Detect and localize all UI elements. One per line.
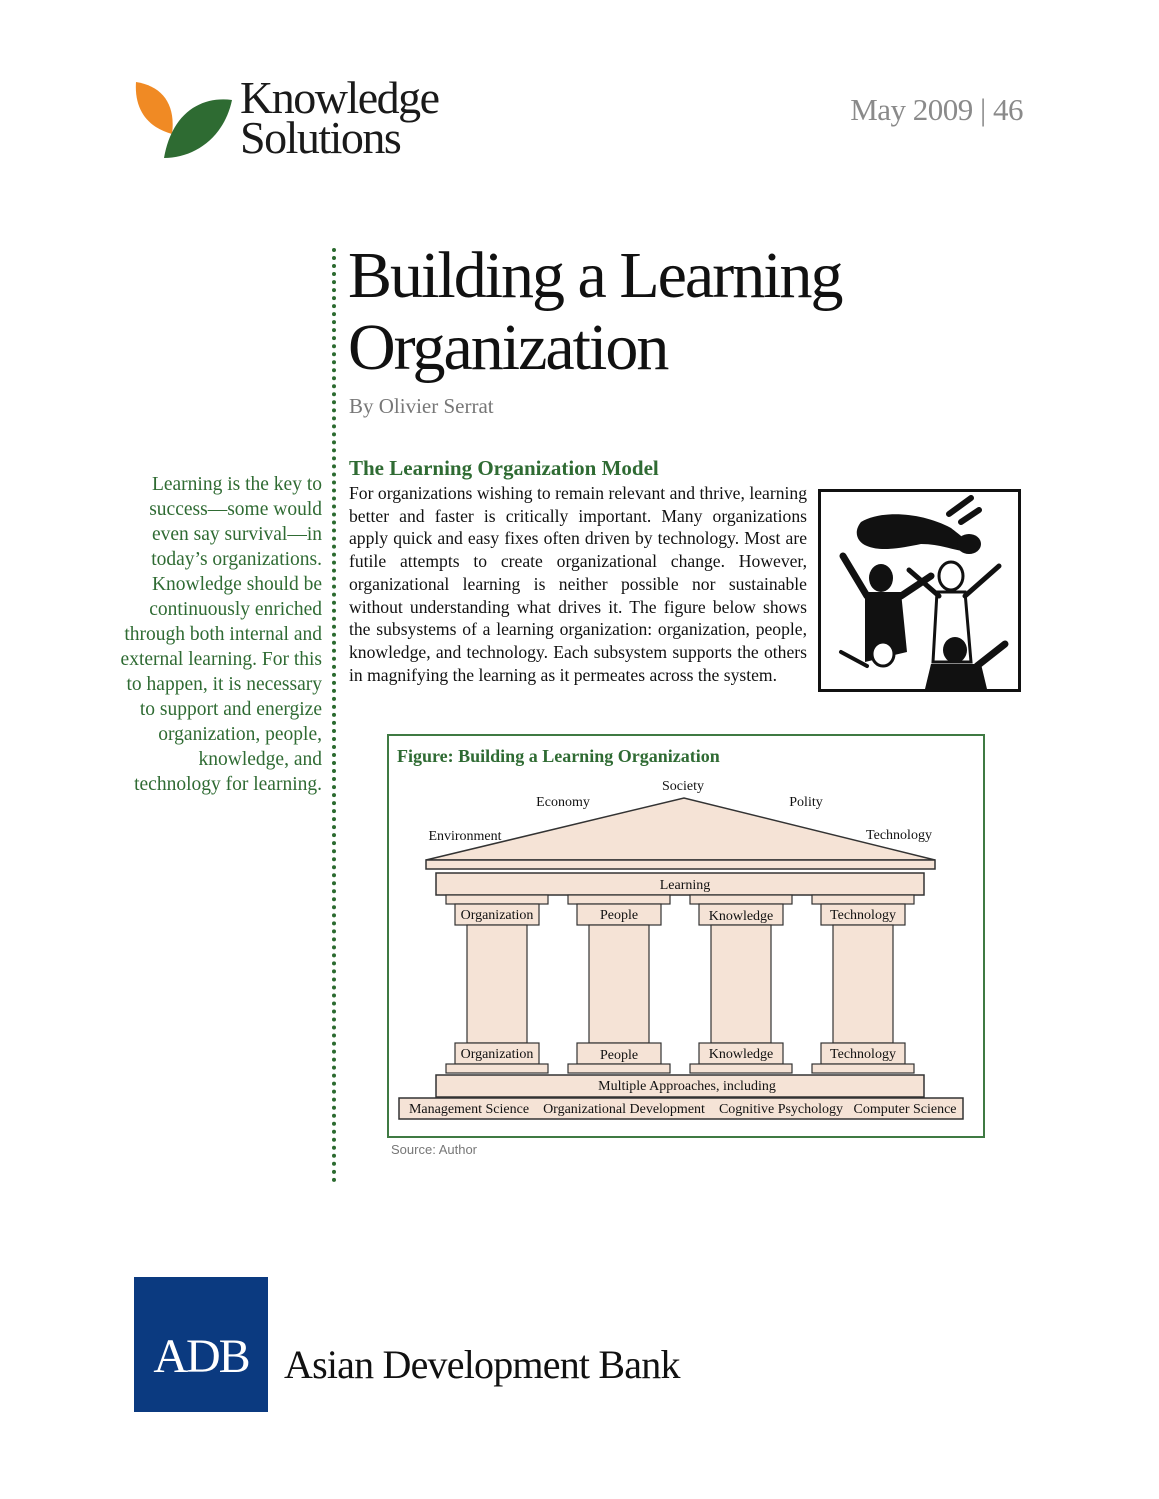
adb-logo [134, 1277, 268, 1412]
people-celebrating-illustration [818, 489, 1021, 692]
logo-line-1: Knowledge [240, 72, 439, 123]
adb-logo-text: ADB [153, 1330, 249, 1383]
base-item: Organizational Development [543, 1102, 705, 1117]
roof [426, 798, 935, 860]
pillar-bottom-label: Knowledge [708, 1047, 774, 1062]
pillar-bottom-label: Technology [830, 1047, 896, 1062]
pillar-shaft-technology [833, 925, 893, 1043]
section-heading: The Learning Organization Model [349, 456, 659, 480]
base-item: Computer Science [853, 1102, 957, 1117]
pillar-bottom-label: People [599, 1048, 639, 1063]
byline: By Olivier Serrat [349, 394, 494, 418]
roof-label-economy: Economy [536, 795, 590, 810]
pillar-top-label: People [599, 908, 639, 923]
roof-label-society: Society [662, 779, 704, 794]
pillar-shaft-organization [467, 925, 527, 1043]
temple-diagram [389, 736, 983, 1136]
pillar-top-label: Technology [830, 908, 896, 923]
knowledge-solutions-leaf-logo [132, 78, 236, 162]
base-label: Multiple Approaches, including [598, 1079, 776, 1094]
logo-line-2: Solutions [240, 112, 401, 163]
figure-title: Figure: Building a Learning Organization [397, 746, 720, 766]
roof-label-polity: Polity [789, 795, 823, 810]
adb-name: Asian Development Bank [284, 1342, 680, 1387]
roof-label-environment: Environment [428, 829, 502, 844]
dotted-divider [332, 248, 336, 1183]
pillar-top-label: Knowledge [708, 909, 774, 924]
learning-label: Learning [659, 878, 711, 893]
base-item: Management Science [408, 1102, 530, 1117]
learning-organization-figure [387, 734, 985, 1138]
roof-base [426, 860, 935, 869]
pillar-shaft-knowledge [711, 925, 771, 1043]
roof-label-technology: Technology [866, 828, 932, 843]
base-item: Cognitive Psychology [718, 1102, 844, 1117]
pull-quote: Learning is the key to success—some would even say survival—in today’s organizations. Knowledge should be continuously enriched through both internal and external learning. For this to happen, it is necessary to support and energize organization, people, knowledge, and technology for learning. [120, 474, 322, 795]
pillar-bottom-label: Organization [460, 1047, 534, 1062]
knowledge-solutions-wordmark [240, 72, 439, 163]
pillar-top-label: Organization [460, 908, 534, 923]
issue-date: May 2009 | 46 [850, 92, 1023, 127]
pillar-shaft-people [589, 925, 649, 1043]
page-title: Building a Learning Organization [348, 239, 842, 384]
body-paragraph: For organizations wishing to remain relevant and thrive, learning better and faster is critically important. Many organizations apply quick and easy fixes often driven by technology. Most are futile attempts to create organizational change. However, organizational learning is neither possible nor sustainable without understanding what drives it. The figure below shows the subsystems of a learning organization: organization, people, knowledge, and technology. Each subsystem supports the others in magnifying the learning as it permeates across the system. [349, 483, 807, 685]
figure-source: Source: Author [391, 1142, 477, 1157]
